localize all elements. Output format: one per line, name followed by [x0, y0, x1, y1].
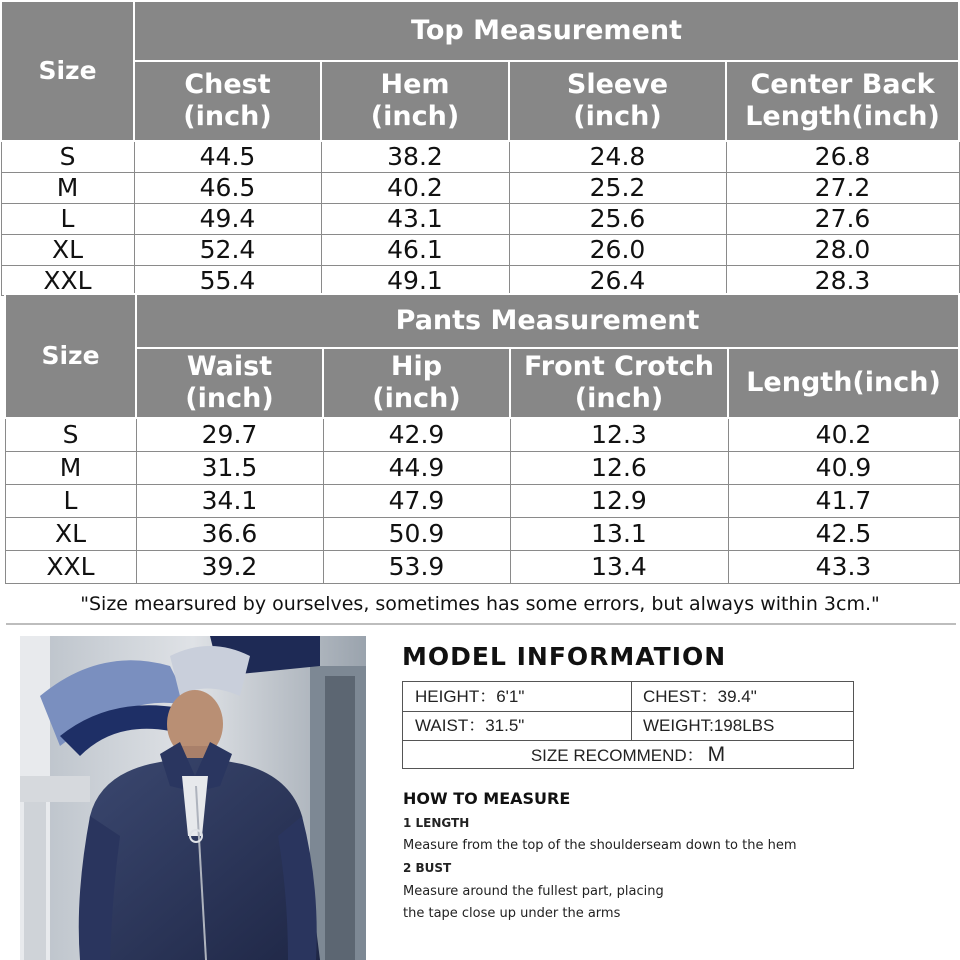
value-cell: 12.6 [510, 451, 728, 484]
table-row [5, 418, 959, 451]
bust-instruction-line2: the tape close up under the arms [403, 906, 621, 921]
value-cell: 27.2 [726, 172, 959, 203]
value-cell: 50.9 [323, 517, 510, 550]
value-cell: 52.4 [134, 234, 321, 265]
value-cell: 43.1 [321, 203, 509, 234]
size-cell: XXL [1, 265, 134, 295]
size-cell: XL [1, 234, 134, 265]
pants-col-header: Hip (inch) [323, 348, 510, 418]
size-cell: XL [5, 517, 136, 550]
value-cell: 12.9 [510, 484, 728, 517]
value-cell: 27.6 [726, 203, 959, 234]
model-information-title: MODEL INFORMATION [402, 642, 727, 671]
value-cell: 26.0 [509, 234, 726, 265]
pants-measurement-title: Pants Measurement [136, 294, 959, 348]
size-cell: L [1, 203, 134, 234]
value-cell: 40.2 [728, 418, 959, 451]
pants-size-header: Size [5, 294, 136, 418]
top-size-header: Size [1, 1, 134, 141]
top-measurement-table [0, 0, 960, 296]
value-cell: 47.9 [323, 484, 510, 517]
value-cell: 25.6 [509, 203, 726, 234]
pants-measurement-table [4, 293, 960, 584]
size-cell: L [5, 484, 136, 517]
model-information-table [402, 681, 854, 769]
value-cell: 40.9 [728, 451, 959, 484]
top-col-header: Chest (inch) [134, 61, 321, 141]
value-cell: 34.1 [136, 484, 323, 517]
table-row [1, 234, 959, 265]
measurement-note: "Size mearsured by ourselves, sometimes has some errors, but always within 3cm." [80, 593, 880, 615]
size-cell: XXL [5, 550, 136, 583]
value-cell: 43.3 [728, 550, 959, 583]
value-cell: 13.1 [510, 517, 728, 550]
model-waist: WAIST：31.5" [415, 716, 525, 735]
top-col-header: Hem (inch) [321, 61, 509, 141]
value-cell: 42.5 [728, 517, 959, 550]
size-cell: S [1, 141, 134, 172]
value-cell: 12.3 [510, 418, 728, 451]
table-row [5, 550, 959, 583]
table-row [1, 172, 959, 203]
model-weight: WEIGHT:198LBS [643, 716, 775, 735]
length-title: 1 LENGTH [403, 816, 470, 830]
size-recommend [403, 741, 853, 769]
table-row [5, 517, 959, 550]
value-cell: 44.5 [134, 141, 321, 172]
value-cell: 40.2 [321, 172, 509, 203]
how-to-measure-title: HOW TO MEASURE [403, 789, 571, 808]
value-cell: 13.4 [510, 550, 728, 583]
model-height: HEIGHT：6'1" [415, 687, 525, 706]
value-cell: 39.2 [136, 550, 323, 583]
value-cell: 49.1 [321, 265, 509, 295]
top-col-header: Sleeve (inch) [509, 61, 726, 141]
value-cell: 26.8 [726, 141, 959, 172]
value-cell: 31.5 [136, 451, 323, 484]
value-cell: 26.4 [509, 265, 726, 295]
value-cell: 46.1 [321, 234, 509, 265]
table-row [5, 484, 959, 517]
size-recommend-label: SIZE RECOMMEND： [530, 746, 704, 765]
value-cell: 53.9 [323, 550, 510, 583]
bust-instruction-line1: Measure around the fullest part, placing [403, 884, 664, 899]
size-cell: M [5, 451, 136, 484]
value-cell: 46.5 [134, 172, 321, 203]
divider [6, 623, 956, 625]
value-cell: 28.0 [726, 234, 959, 265]
value-cell: 28.3 [726, 265, 959, 295]
value-cell: 55.4 [134, 265, 321, 295]
value-cell: 24.8 [509, 141, 726, 172]
table-row [1, 265, 959, 295]
value-cell: 36.6 [136, 517, 323, 550]
model-photo-illustration [20, 636, 366, 960]
size-cell: S [5, 418, 136, 451]
top-col-header: Center Back Length(inch) [726, 61, 959, 141]
value-cell: 49.4 [134, 203, 321, 234]
value-cell: 44.9 [323, 451, 510, 484]
value-cell: 41.7 [728, 484, 959, 517]
size-recommend-value: M [707, 743, 726, 766]
table-row [1, 141, 959, 172]
pants-col-header: Front Crotch (inch) [510, 348, 728, 418]
top-measurement-title: Top Measurement [134, 1, 959, 61]
value-cell: 25.2 [509, 172, 726, 203]
table-row [5, 451, 959, 484]
size-cell: M [1, 172, 134, 203]
value-cell: 42.9 [323, 418, 510, 451]
pants-col-header: Waist (inch) [136, 348, 323, 418]
length-instruction: Measure from the top of the shoulderseam down to the hem [403, 838, 797, 853]
value-cell: 29.7 [136, 418, 323, 451]
pants-col-header: Length(inch) [728, 348, 959, 418]
model-photo [20, 636, 366, 960]
bust-title: 2 BUST [403, 861, 452, 875]
value-cell: 38.2 [321, 141, 509, 172]
model-chest: CHEST：39.4" [643, 687, 757, 706]
table-row [1, 203, 959, 234]
